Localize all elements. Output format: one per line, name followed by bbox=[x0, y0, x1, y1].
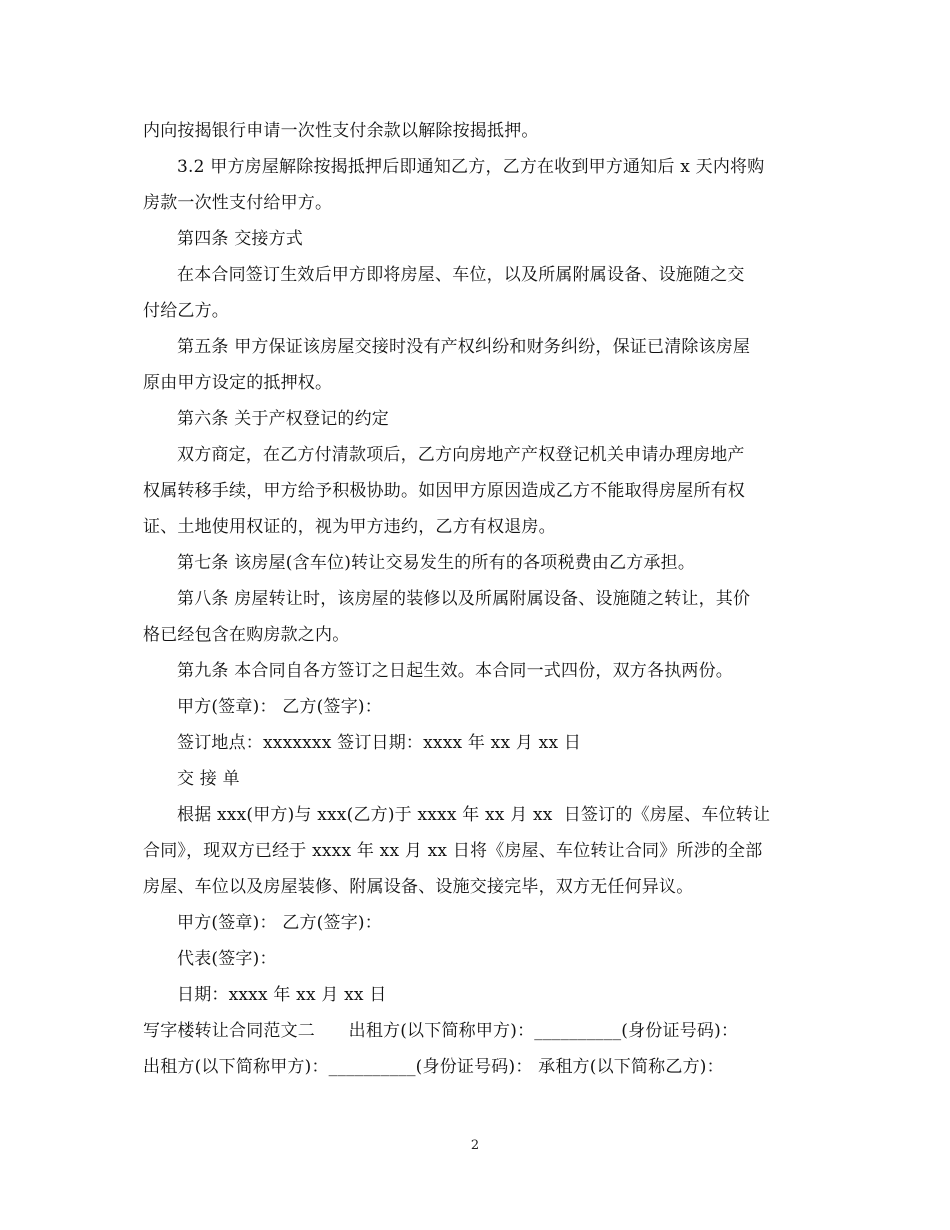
text-line: 根据 xxx(甲方)与 xxx(乙方)于 xxxx 年 xx 月 xx 日签订的《房屋、车位转让 bbox=[177, 805, 771, 825]
text-line: 合同》，现双方已经于 xxxx 年 xx 月 xx 日将《房屋、车位转让合同》所涉的全部 bbox=[143, 841, 763, 861]
text-line: 格已经包含在购房款之内。 bbox=[143, 625, 350, 645]
section-heading: 第六条 关于产权登记的约定 bbox=[177, 409, 390, 429]
text-line: 权属转移手续，甲方给予积极协助。如因甲方原因造成乙方不能取得房屋所有权 bbox=[143, 481, 745, 501]
text-line: 房屋、车位以及房屋装修、附属设备、设施交接完毕，双方无任何异议。 bbox=[143, 877, 694, 897]
text-line: 付给乙方。 bbox=[143, 301, 229, 321]
text-line: 第五条 甲方保证该房屋交接时没有产权纠纷和财务纠纷，保证已清除该房屋 bbox=[177, 337, 751, 357]
text-line: 证、土地使用权证的，视为甲方违约，乙方有权退房。 bbox=[143, 517, 556, 537]
text-line: 内向按揭银行申请一次性支付余款以解除按揭抵押。 bbox=[143, 121, 539, 141]
text-line: 出租方(以下简称甲方)：__________(身份证号码)： 承租方(以下简称乙方)： bbox=[143, 1057, 724, 1077]
signature-line: 甲方(签章)： 乙方(签字)： bbox=[177, 697, 382, 717]
text-line: 3.2 甲方房屋解除按揭抵押后即通知乙方，乙方在收到甲方通知后 x 天内将购 bbox=[177, 157, 765, 177]
date-line: 日期：xxxx 年 xx 月 xx 日 bbox=[177, 985, 387, 1005]
text-line: 第七条 该房屋(含车位)转让交易发生的所有的各项税费由乙方承担。 bbox=[177, 553, 696, 573]
text-line: 在本合同签订生效后甲方即将房屋、车位，以及所属附属设备、设施随之交 bbox=[177, 265, 745, 285]
representative-line: 代表(签字)： bbox=[177, 949, 277, 969]
text-line: 房款一次性支付给甲方。 bbox=[143, 193, 333, 213]
handover-title: 交 接 单 bbox=[177, 769, 240, 789]
section-heading: 第四条 交接方式 bbox=[177, 229, 304, 249]
document-body bbox=[143, 113, 823, 1085]
signing-info-line: 签订地点：xxxxxxx 签订日期：xxxx 年 xx 月 xx 日 bbox=[177, 733, 582, 753]
text-line: 第八条 房屋转让时，该房屋的装修以及所属附属设备、设施随之转让，其价 bbox=[177, 589, 751, 609]
page-number: 2 bbox=[470, 1138, 480, 1153]
signature-line: 甲方(签章)： 乙方(签字)： bbox=[177, 913, 382, 933]
text-line: 写字楼转让合同范文二 出租方(以下简称甲方)：__________(身份证号码)： bbox=[143, 1021, 739, 1041]
text-line: 双方商定，在乙方付清款项后，乙方向房地产产权登记机关申请办理房地产 bbox=[177, 445, 745, 465]
text-line: 原由甲方设定的抵押权。 bbox=[143, 373, 333, 393]
text-line: 第九条 本合同自各方签订之日起生效。本合同一式四份，双方各执两份。 bbox=[177, 661, 734, 681]
